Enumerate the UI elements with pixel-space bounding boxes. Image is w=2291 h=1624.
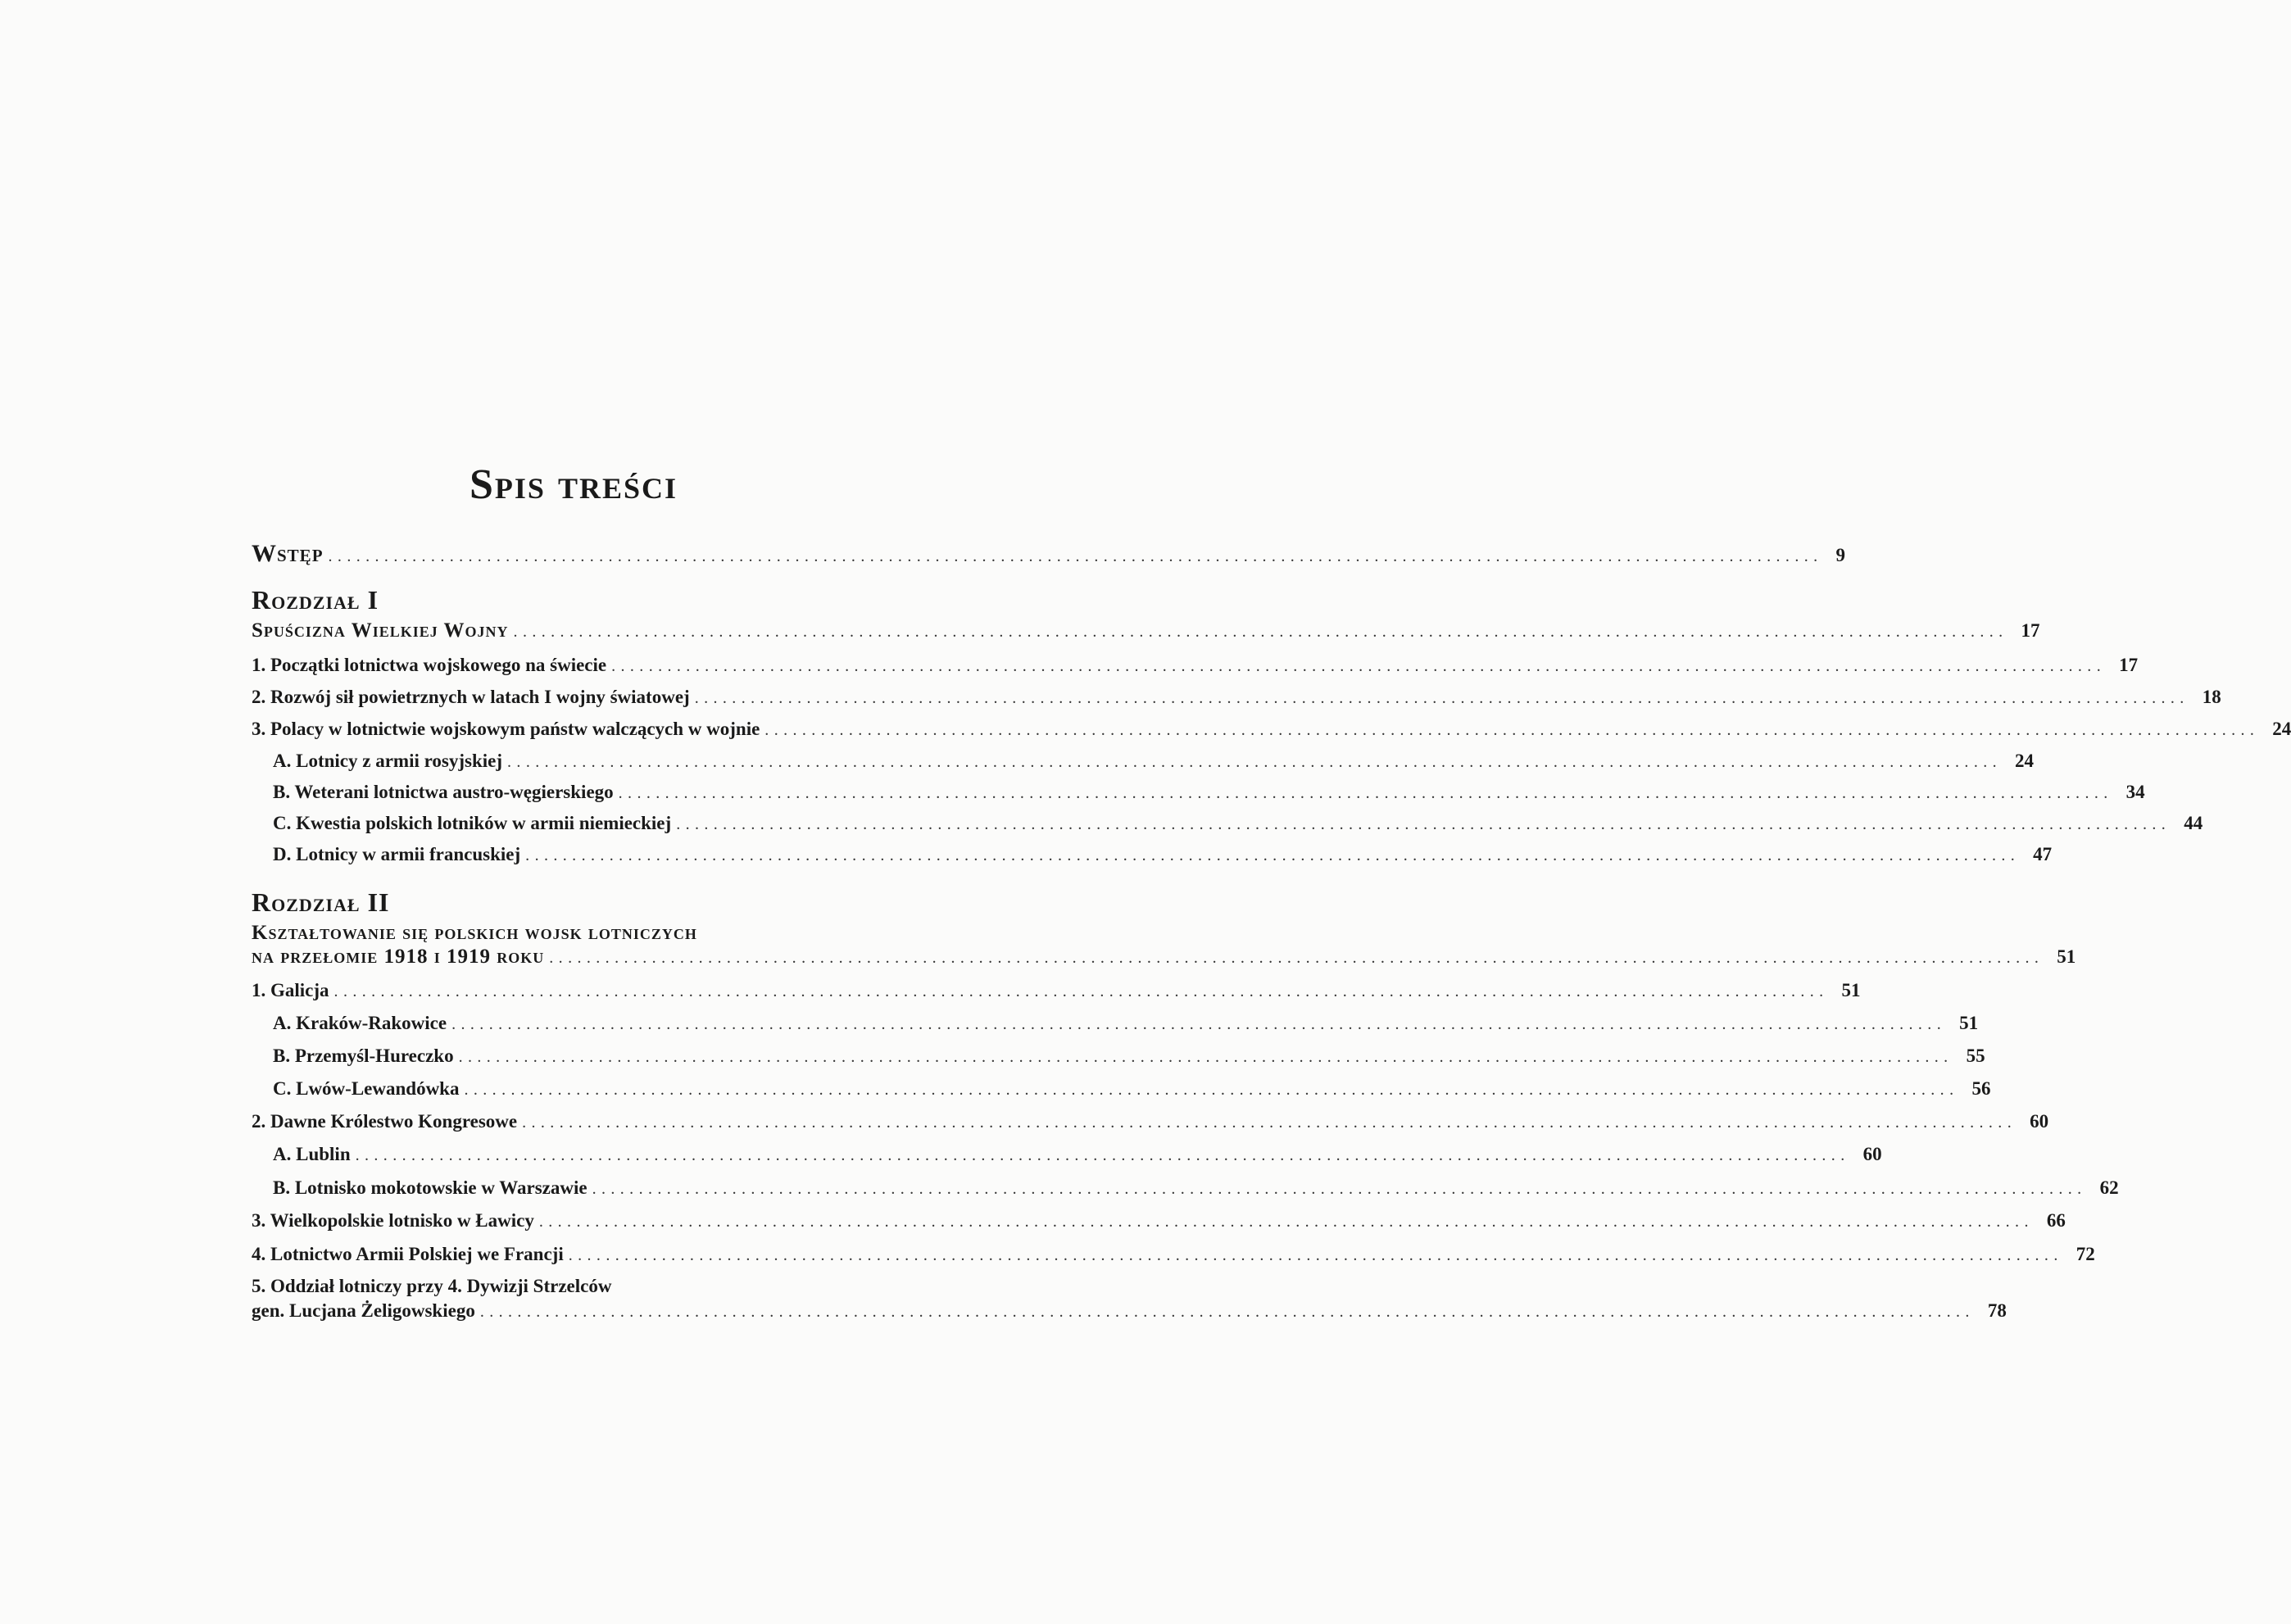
toc-entry-label: B. Przemyśl-Hureczko: [273, 1046, 454, 1066]
dot-leader: ................................................................................................................................................................: [458, 1048, 1953, 1066]
dot-leader: ................................................................................................................................................................: [333, 982, 1829, 1000]
toc-entry-section[interactable]: [252, 619, 2040, 642]
toc-entry-page: 47: [2033, 844, 2053, 864]
toc-entry[interactable]: [252, 1078, 1991, 1100]
toc-entry-page: 78: [1987, 1300, 2007, 1321]
toc-entry-page: 62: [2099, 1177, 2119, 1198]
toc-entry[interactable]: [252, 813, 2203, 834]
page-title: Spis treści: [470, 461, 678, 508]
toc-entry-page: 66: [2046, 1210, 2066, 1231]
toc-entry[interactable]: [252, 655, 2139, 676]
toc-entry-page: 44: [2184, 813, 2203, 833]
dot-leader: ................................................................................................................................................................: [549, 949, 2044, 967]
toc-entry[interactable]: [252, 719, 2291, 740]
toc-entry[interactable]: [252, 751, 2035, 772]
toc-entry-label: 1. Galicja: [252, 980, 329, 1000]
toc-entry-page: 24: [2272, 719, 2291, 739]
toc-entry[interactable]: [252, 1013, 1979, 1034]
dot-leader: ................................................................................................................................................................: [479, 1303, 1975, 1321]
toc-entry[interactable]: [252, 782, 2145, 803]
toc-entry-label: 2. Dawne Królestwo Kongresowe: [252, 1111, 518, 1132]
toc-entry-page: 60: [2030, 1111, 2049, 1132]
toc-entry[interactable]: [252, 687, 2221, 708]
toc-entry-section[interactable]: [252, 946, 2076, 969]
toc-entry-label: B. Weterani lotnictwa austro-węgierskiego: [273, 782, 614, 802]
toc-entry-label: C. Lwów-Lewandówka: [273, 1078, 460, 1099]
toc-entry-label: 2. Rozwój sił powietrznych w latach I wojny światowej: [252, 687, 690, 707]
dot-leader: ................................................................................................................................................................: [522, 1114, 2017, 1132]
dot-leader: ................................................................................................................................................................: [764, 721, 2260, 739]
dot-leader: ................................................................................................................................................................: [525, 846, 2021, 864]
dot-leader: ................................................................................................................................................................: [328, 547, 1823, 565]
chapter-heading: Rozdział I: [252, 585, 379, 615]
toc-entry-label: gen. Lucjana Żeligowskiego: [252, 1300, 475, 1321]
toc-entry-label: 1. Początki lotnictwa wojskowego na świecie: [252, 655, 607, 675]
toc-entry-label: A. Lublin: [273, 1144, 351, 1164]
toc-entry-page: 51: [1841, 980, 1861, 1000]
toc-entry[interactable]: [252, 1300, 2007, 1322]
toc-entry-page: 18: [2202, 687, 2221, 707]
toc-entry-page: 55: [1966, 1046, 1985, 1066]
section-title-line: Kształtowanie się polskich wojsk lotniczych: [252, 922, 697, 944]
dot-leader: ................................................................................................................................................................: [611, 657, 2107, 675]
dot-leader: ................................................................................................................................................................: [507, 753, 2003, 771]
toc-entry-intro[interactable]: [252, 540, 1846, 568]
dot-leader: ................................................................................................................................................................: [618, 784, 2113, 802]
dot-leader: ................................................................................................................................................................: [538, 1213, 2034, 1231]
toc-entry-label: 3. Polacy w lotnictwie wojskowym państw walczących w wojnie: [252, 719, 760, 739]
toc-entry[interactable]: [252, 1210, 2066, 1232]
toc-entry-label: A. Lotnicy z armii rosyjskiej: [273, 751, 503, 771]
toc-entry-label: 3. Wielkopolskie lotnisko w Ławicy: [252, 1210, 534, 1231]
dot-leader: ................................................................................................................................................................: [513, 623, 2008, 641]
toc-entry-page: 60: [1862, 1144, 1882, 1164]
toc-entry[interactable]: [252, 1111, 2049, 1132]
dot-leader: ................................................................................................................................................................: [592, 1180, 2087, 1198]
toc-entry-page: 17: [2119, 655, 2139, 675]
dot-leader: ................................................................................................................................................................: [568, 1246, 2063, 1264]
toc-entry-line: 5. Oddział lotniczy przy 4. Dywizji Strzelców: [252, 1276, 612, 1296]
toc-entry-page: 51: [2057, 946, 2076, 967]
chapter-heading: Rozdział II: [252, 887, 390, 917]
toc-entry[interactable]: [252, 980, 1861, 1001]
dot-leader: ................................................................................................................................................................: [694, 689, 2189, 707]
toc-entry[interactable]: [252, 1244, 2095, 1265]
toc-entry-page: 56: [1971, 1078, 1991, 1099]
toc-entry-label: D. Lotnicy w armii francuskiej: [273, 844, 521, 864]
toc-entry-page: 72: [2076, 1244, 2095, 1264]
toc-entry-label: C. Kwestia polskich lotników w armii niemieckiej: [273, 813, 672, 833]
toc-entry-page: 9: [1835, 545, 1846, 565]
toc-entry[interactable]: [252, 1046, 1985, 1067]
dot-leader: ................................................................................................................................................................: [676, 815, 2171, 833]
toc-entry[interactable]: [252, 1177, 2119, 1199]
toc-entry-label: na przełomie 1918 i 1919 roku: [252, 946, 545, 968]
toc-entry-label: Wstęp: [252, 540, 324, 567]
toc-entry[interactable]: [252, 1144, 1882, 1165]
toc-entry-page: 51: [1959, 1013, 1979, 1033]
dot-leader: ................................................................................................................................................................: [464, 1081, 1959, 1099]
toc-entry-page: 17: [2021, 620, 2040, 641]
toc-entry-page: 24: [2015, 751, 2035, 771]
toc-entry-label: B. Lotnisko mokotowskie w Warszawie: [273, 1177, 587, 1198]
toc-entry-page: 34: [2125, 782, 2145, 802]
dot-leader: ................................................................................................................................................................: [355, 1146, 1850, 1164]
toc-entry-label: 4. Lotnictwo Armii Polskiej we Francji: [252, 1244, 564, 1264]
dot-leader: ................................................................................................................................................................: [451, 1015, 1947, 1033]
toc-entry[interactable]: [252, 844, 2053, 865]
toc-entry-label: A. Kraków-Rakowice: [273, 1013, 447, 1033]
toc-entry-label: Spuścizna Wielkiej Wojny: [252, 619, 509, 642]
